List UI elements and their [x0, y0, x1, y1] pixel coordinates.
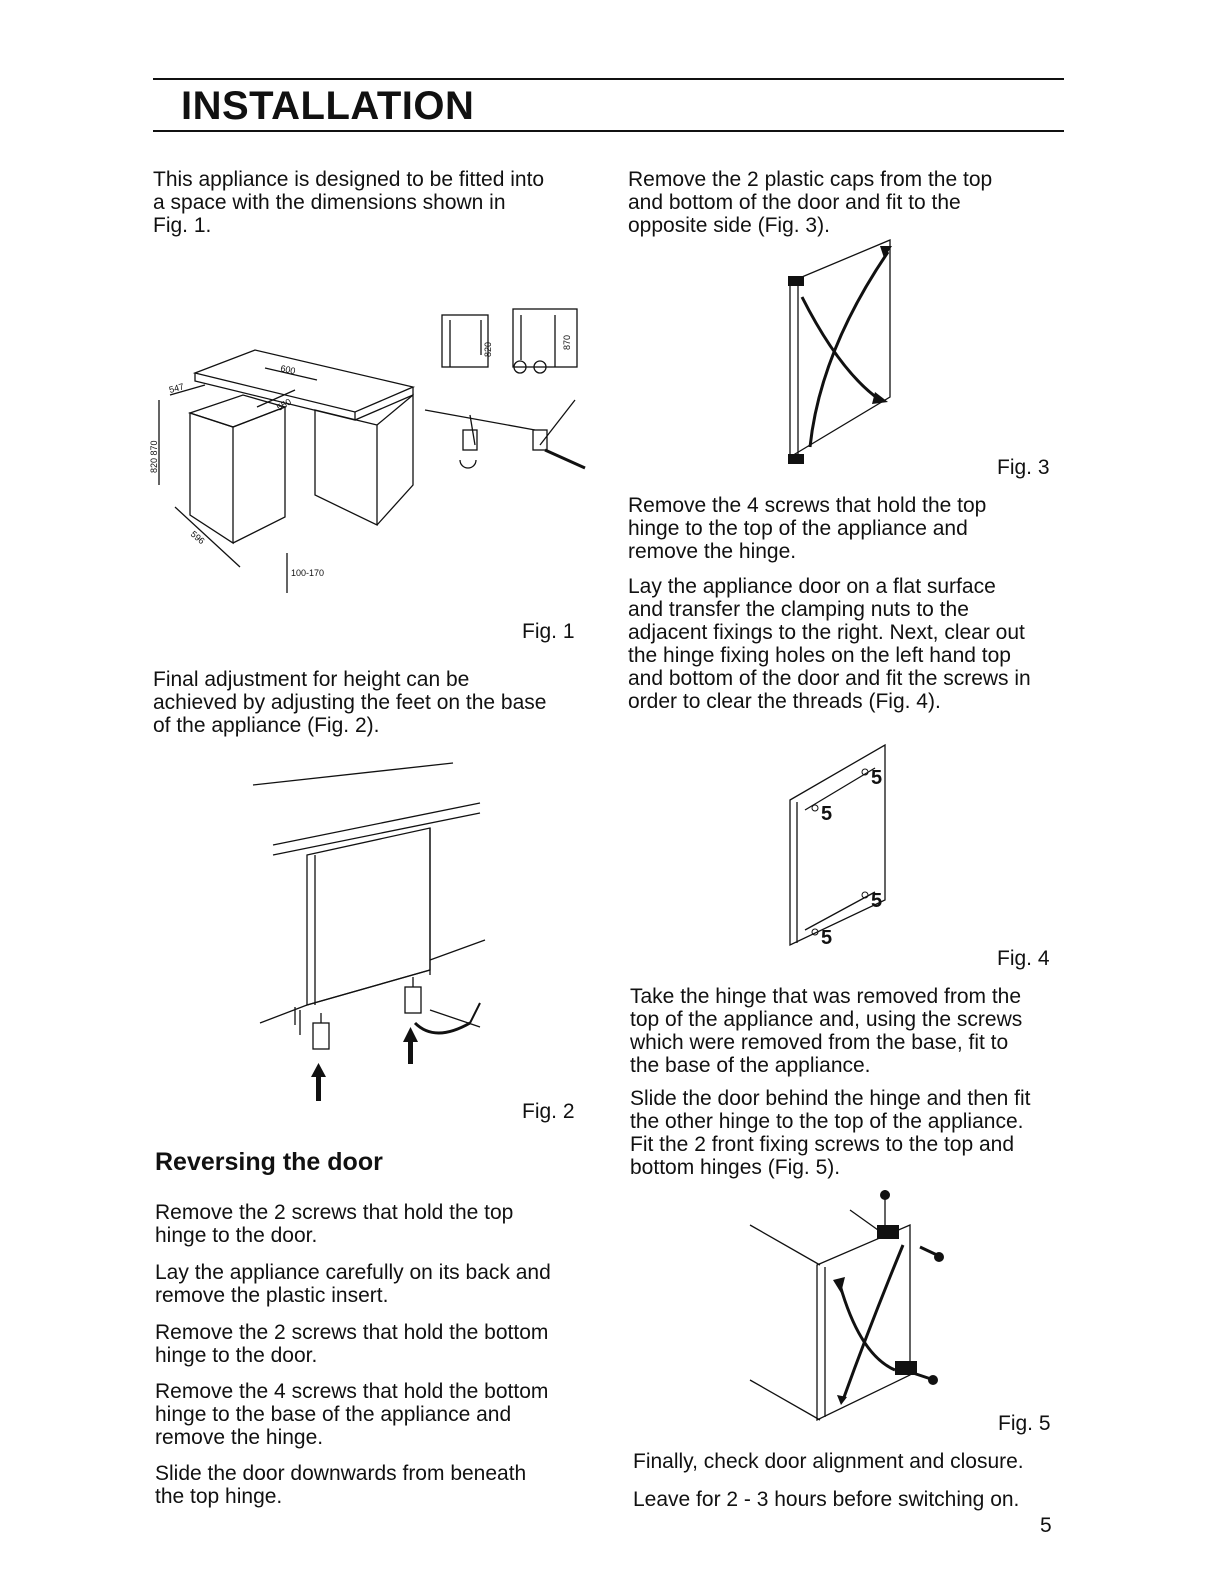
- fig1-dim-596: 596: [188, 528, 207, 547]
- step-line: Slide the door downwards from beneath: [155, 1462, 527, 1485]
- intro-line: Fig. 1.: [153, 214, 212, 237]
- fig5-label: Fig. 5: [998, 1412, 1051, 1435]
- top-hinge-line: hinge to the top of the appliance and: [628, 517, 968, 540]
- caps-line: and bottom of the door and fit to the: [628, 191, 961, 214]
- door-flat-line: the hinge fixing holes on the left hand top: [628, 644, 1011, 667]
- caps-line: opposite side (Fig. 3).: [628, 214, 830, 237]
- finally-paragraph: Finally, check door alignment and closure.: [633, 1450, 1024, 1473]
- slide-door-paragraph: [630, 1087, 1030, 1179]
- top-hinge-paragraph: [628, 494, 986, 563]
- fig4-door-fixings-diagram: [785, 740, 905, 950]
- caps-line: Remove the 2 plastic caps from the top: [628, 168, 993, 191]
- leave-paragraph: Leave for 2 - 3 hours before switching on.: [633, 1488, 1020, 1511]
- intro-paragraph: [153, 168, 544, 237]
- plastic-caps-paragraph: [628, 168, 992, 237]
- reversing-step-4: [155, 1380, 548, 1449]
- slide-door-line: Fit the 2 front fixing screws to the top and: [630, 1133, 1015, 1156]
- fig1-detail-870: 870: [562, 334, 572, 350]
- step-line: hinge to the door.: [155, 1224, 318, 1247]
- reversing-step-5: [155, 1462, 526, 1508]
- page-title: INSTALLATION: [181, 84, 475, 128]
- intro-line: a space with the dimensions shown in: [153, 191, 506, 214]
- reversing-step-2: [155, 1261, 551, 1307]
- fig2-adjustable-feet-diagram: [245, 755, 505, 1115]
- door-flat-line: and bottom of the door and fit the screws in: [628, 667, 1031, 690]
- fig1-detail-820: 820: [483, 341, 493, 357]
- step-line: Lay the appliance carefully on its back and: [155, 1261, 551, 1284]
- take-hinge-line: the base of the appliance.: [630, 1054, 871, 1077]
- top-hinge-line: Remove the 4 screws that hold the top: [628, 494, 987, 517]
- fig5-hinge-fitting-diagram: [745, 1185, 955, 1425]
- step-line: hinge to the door.: [155, 1344, 318, 1367]
- door-flat-line: adjacent fixings to the right. Next, clear out: [628, 621, 1025, 644]
- door-flat-line: order to clear the threads (Fig. 4).: [628, 690, 941, 713]
- step-line: Remove the 2 screws that hold the top: [155, 1201, 514, 1224]
- take-hinge-line: Take the hinge that was removed from the: [630, 985, 1022, 1008]
- height-adjust-line: achieved by adjusting the feet on the base: [153, 691, 547, 714]
- fig3-plastic-caps-diagram: [780, 232, 910, 477]
- fig4-label: Fig. 4: [997, 947, 1050, 970]
- svg-text:5: 5: [821, 803, 833, 825]
- take-hinge-line: which were removed from the base, fit to: [630, 1031, 1009, 1054]
- fig2-label: Fig. 2: [522, 1100, 575, 1123]
- reversing-door-heading: Reversing the door: [155, 1148, 383, 1176]
- slide-door-line: bottom hinges (Fig. 5).: [630, 1156, 841, 1179]
- fig1-dim-820-870: 820 870: [149, 440, 159, 473]
- header-bottom-rule: [153, 130, 1064, 132]
- door-flat-line: Lay the appliance door on a flat surface: [628, 575, 996, 598]
- svg-text:5: 5: [871, 767, 883, 789]
- fig3-label: Fig. 3: [997, 456, 1050, 479]
- height-adjust-line: Final adjustment for height can be: [153, 668, 470, 691]
- intro-line: This appliance is designed to be fitted into: [153, 168, 545, 191]
- slide-door-line: Slide the door behind the hinge and then fit: [630, 1087, 1031, 1110]
- fig1-dim-550: 550: [275, 396, 294, 413]
- height-adjust-line: of the appliance (Fig. 2).: [153, 714, 380, 737]
- header-top-rule: [153, 78, 1064, 80]
- top-hinge-line: remove the hinge.: [628, 540, 797, 563]
- step-line: Remove the 2 screws that hold the bottom: [155, 1321, 549, 1344]
- door-flat-paragraph: [628, 575, 1031, 713]
- step-line: hinge to the base of the appliance and: [155, 1403, 512, 1426]
- fig1-dim-547: 547: [167, 381, 186, 395]
- reversing-step-3: [155, 1321, 548, 1367]
- step-line: remove the hinge.: [155, 1426, 324, 1449]
- page-number: 5: [1040, 1514, 1052, 1537]
- door-flat-line: and transfer the clamping nuts to the: [628, 598, 969, 621]
- fig1-dim-100-170: 100-170: [291, 568, 325, 578]
- reversing-step-1: [155, 1201, 513, 1247]
- step-line: remove the plastic insert.: [155, 1284, 389, 1307]
- height-adjust-paragraph: [153, 668, 546, 737]
- svg-text:5: 5: [871, 890, 883, 912]
- slide-door-line: the other hinge to the top of the appliance.: [630, 1110, 1024, 1133]
- fig1-label: Fig. 1: [522, 620, 575, 643]
- take-hinge-line: top of the appliance and, using the screws: [630, 1008, 1023, 1031]
- step-line: the top hinge.: [155, 1485, 283, 1508]
- svg-text:5: 5: [821, 927, 833, 949]
- step-line: Remove the 4 screws that hold the bottom: [155, 1380, 549, 1403]
- take-hinge-paragraph: [630, 985, 1022, 1077]
- fig1-dim-600: 600: [279, 363, 297, 377]
- fig1-cabinet-dimensions-diagram: [145, 295, 595, 605]
